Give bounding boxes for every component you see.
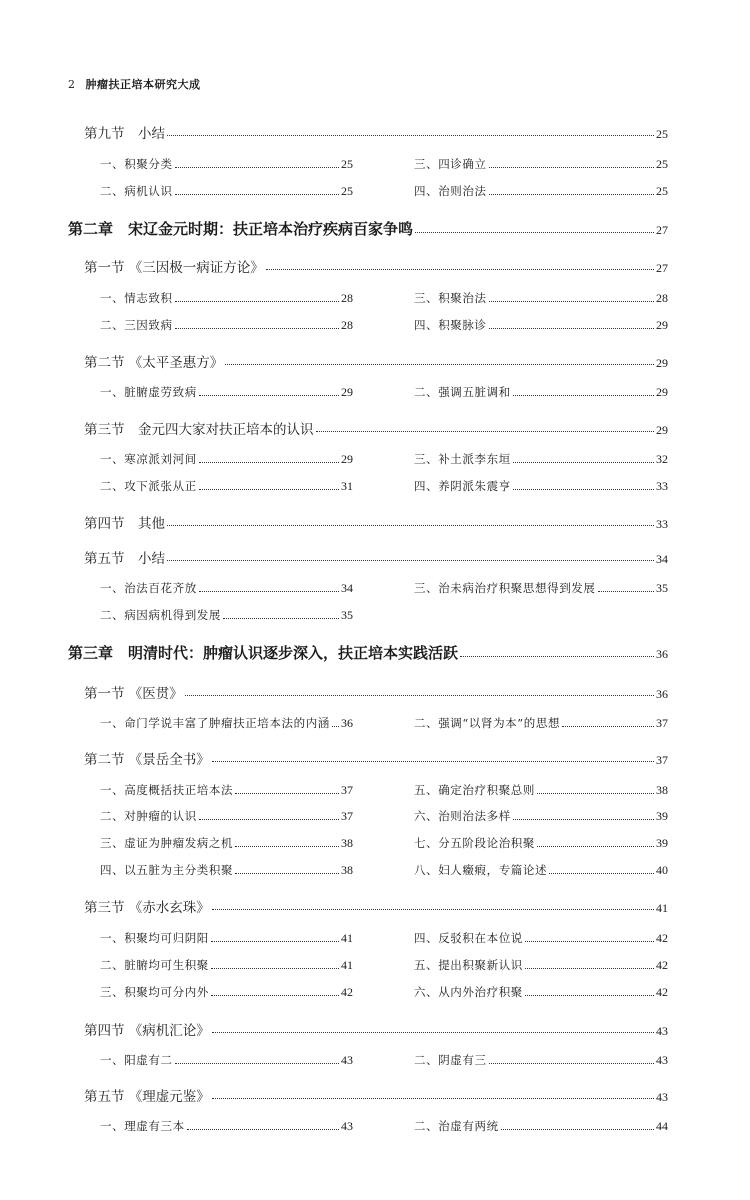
toc-entry-page: 41 [341,958,353,972]
toc-section[interactable] [84,418,668,438]
dot-leader [235,792,339,794]
toc-entry-title: 六、从内外治疗积聚 [414,985,523,999]
toc-entry-page: 37 [656,753,668,767]
dot-leader [525,940,654,942]
toc-subsection[interactable] [100,715,353,731]
toc-entry-title: 第四节 其他 [84,516,165,532]
dot-leader [549,872,654,874]
toc-entry-page: 42 [341,985,353,999]
toc-subsection[interactable] [414,862,668,878]
toc-entry-page: 39 [656,836,668,850]
toc-entry-title: 五、确定治疗积聚总则 [414,783,535,797]
toc-entry-page: 39 [656,809,668,823]
toc-entry-title: 三、积聚均可分内外 [100,985,209,999]
toc-entry-title: 第五节 小结 [84,551,165,567]
toc-entry-title: 一、阳虚有二 [100,1053,173,1067]
toc-subsection[interactable] [414,715,668,731]
dot-leader [513,461,654,463]
toc-entry-title: 三、治未病治疗积聚思想得到发展 [414,581,596,595]
toc-entry-title: 第四节 《病机汇论》 [84,1023,210,1039]
toc-entry-title: 一、寒凉派刘河间 [100,452,197,466]
toc-entry-title: 二、治虚有两统 [414,1119,499,1133]
toc-chapter[interactable] [68,218,668,239]
toc-entry-title: 五、提出积聚新认识 [414,958,523,972]
dot-leader [266,268,654,270]
toc-subsection[interactable] [100,957,353,973]
toc-entry-page: 40 [656,863,668,877]
toc-entry-page: 36 [656,647,668,661]
toc-entry-page: 25 [656,127,668,141]
toc-subsection[interactable] [100,984,353,1000]
toc-subsection[interactable] [414,782,668,798]
toc-subsection[interactable] [414,451,668,467]
toc-entry-title: 三、虚证为肿瘤发病之机 [100,836,234,850]
dot-leader [211,967,339,969]
toc-entry-title: 第五节 《理虚元鉴》 [84,1089,210,1105]
dot-leader [225,363,654,365]
book-title: 肿瘤扶正培本研究大成 [85,78,201,91]
dot-leader [235,845,339,847]
toc-subsection[interactable] [414,183,668,199]
toc-section[interactable] [84,351,668,371]
toc-entry-page: 33 [656,517,668,531]
toc-entry-title: 一、命门学说丰富了肿瘤扶正培本法的内涵 [100,716,330,730]
dot-leader [235,872,339,874]
dot-leader [175,193,339,195]
toc-entry-page: 35 [656,581,668,595]
toc-subsection[interactable] [100,1118,353,1134]
toc-section[interactable] [84,512,668,532]
toc-subsection[interactable] [100,930,353,946]
toc-entry-title: 二、病因病机得到发展 [100,608,221,622]
toc-section[interactable] [84,1085,668,1105]
dot-leader [525,994,654,996]
toc-entry-title: 一、高度概括扶正培本法 [100,783,234,797]
toc-subsection[interactable] [414,478,668,494]
toc-entry-page: 28 [656,291,668,305]
dot-leader [513,488,654,490]
toc-entry-page: 42 [656,985,668,999]
toc-entry-page: 44 [656,1119,668,1133]
toc-subsection[interactable] [100,384,353,400]
toc-entry-title: 二、病机认识 [100,184,173,198]
toc-entry-title: 二、强调五脏调和 [414,385,511,399]
toc-entry-title: 三、四诊确立 [414,157,487,171]
dot-leader [525,967,654,969]
toc-subsection[interactable] [100,782,353,798]
toc-subsection[interactable] [414,930,668,946]
toc-entry-title: 第三章 明清时代：肿瘤认识逐步深入，扶正培本实践活跃 [68,644,459,662]
dot-leader [489,1062,654,1064]
toc-entry-page: 36 [341,716,353,730]
dot-leader [316,430,655,432]
toc-entry-title: 三、积聚治法 [414,291,487,305]
dot-leader [460,655,654,657]
dot-leader [489,166,654,168]
dot-leader [332,725,339,727]
toc-entry-title: 四、积聚脉诊 [414,318,487,332]
dot-leader [537,845,654,847]
toc-entry-page: 41 [341,931,353,945]
toc-entry-page: 29 [341,385,353,399]
dot-leader [187,1128,339,1130]
dot-leader [562,725,654,727]
toc-entry-page: 27 [656,261,668,275]
toc-entry-title: 第三节 《赤水玄珠》 [84,900,210,916]
dot-leader [175,166,339,168]
toc-entry-page: 25 [656,184,668,198]
toc-entry-page: 43 [656,1053,668,1067]
toc-entry-title: 七、分五阶段论治积聚 [414,836,535,850]
toc-entry-page: 37 [341,783,353,797]
page-number: 2 [68,78,76,91]
toc-section[interactable] [84,748,668,768]
dot-leader [175,1062,339,1064]
toc-entry-title: 第九节 小结 [84,126,165,142]
toc-subsection[interactable] [414,984,668,1000]
toc-entry-page: 35 [341,608,353,622]
toc-subsection[interactable] [414,580,668,596]
toc-entry-title: 四、治则治法 [414,184,487,198]
toc-subsection[interactable] [100,607,353,623]
toc-section[interactable] [84,547,668,567]
toc-entry-page: 34 [656,552,668,566]
running-header [68,76,201,92]
dot-leader [212,760,654,762]
toc-entry-title: 第一节 《医贯》 [84,686,183,702]
dot-leader [167,559,654,561]
toc-entry-title: 一、脏腑虚劳致病 [100,385,197,399]
toc-entry-title: 二、脏腑均可生积聚 [100,958,209,972]
toc-subsection[interactable] [414,957,668,973]
dot-leader [501,1128,654,1130]
dot-leader [537,792,654,794]
toc-entry-page: 25 [341,184,353,198]
toc-entry-page: 29 [656,385,668,399]
toc-subsection[interactable] [414,156,668,172]
toc-entry-title: 第二章 宋辽金元时期：扶正培本治疗疾病百家争鸣 [68,220,414,238]
toc-entry-page: 34 [341,581,353,595]
toc-entry-page: 43 [656,1090,668,1104]
toc-entry-page: 41 [656,901,668,915]
toc-section[interactable] [84,256,668,276]
dot-leader [211,994,339,996]
toc-entry-page: 33 [656,479,668,493]
toc-entry-page: 38 [341,863,353,877]
dot-leader [212,1097,654,1099]
toc-entry-title: 第二节 《景岳全书》 [84,752,210,768]
dot-leader [513,818,654,820]
toc-section[interactable] [84,122,668,142]
toc-entry-page: 29 [341,452,353,466]
dot-leader [185,694,654,696]
toc-entry-title: 四、反驳积在本位说 [414,931,523,945]
toc-subsection[interactable] [100,478,353,494]
toc-subsection[interactable] [100,862,353,878]
dot-leader [199,590,339,592]
toc-entry-title: 四、养阴派朱震亨 [414,479,511,493]
dot-leader [199,818,339,820]
toc-entry-title: 八、妇人癥瘕，专篇论述 [414,863,548,877]
toc-entry-title: 二、三因致病 [100,318,173,332]
toc-section[interactable] [84,896,668,916]
toc-entry-title: 一、治法百花齐放 [100,581,197,595]
toc-entry-page: 43 [341,1053,353,1067]
dot-leader [175,300,339,302]
toc-entry-page: 32 [656,452,668,466]
toc-entry-page: 36 [656,687,668,701]
toc-entry-page: 43 [341,1119,353,1133]
toc-subsection[interactable] [414,1052,668,1068]
dot-leader [175,327,339,329]
toc-subsection[interactable] [414,317,668,333]
toc-entry-title: 二、对肿瘤的认识 [100,809,197,823]
toc-entry-page: 37 [341,809,353,823]
toc-entry-page: 28 [341,318,353,332]
dot-leader [598,590,655,592]
dot-leader [167,524,654,526]
toc-chapter[interactable] [68,642,668,663]
toc-entry-page: 43 [656,1024,668,1038]
toc-entry-page: 25 [341,157,353,171]
dot-leader [199,488,339,490]
dot-leader [489,327,654,329]
toc-subsection[interactable] [414,384,668,400]
dot-leader [489,193,654,195]
toc-entry-page: 42 [656,931,668,945]
toc-entry-page: 38 [341,836,353,850]
toc-subsection[interactable] [100,317,353,333]
toc-subsection[interactable] [100,183,353,199]
dot-leader [489,300,654,302]
toc-entry-page: 29 [656,356,668,370]
toc-entry-title: 二、阴虚有三 [414,1053,487,1067]
dot-leader [513,394,654,396]
toc-entry-title: 一、积聚分类 [100,157,173,171]
toc-subsection[interactable] [100,451,353,467]
dot-leader [199,394,339,396]
toc-entry-title: 第二节 《太平圣惠方》 [84,355,224,371]
toc-entry-title: 一、情志致积 [100,291,173,305]
toc-entry-title: 二、强调“以肾为本”的思想 [414,716,561,730]
toc-entry-page: 25 [656,157,668,171]
dot-leader [212,1031,654,1033]
toc-subsection[interactable] [100,1052,353,1068]
toc-entry-page: 29 [656,423,668,437]
dot-leader [223,617,339,619]
toc-subsection[interactable] [100,808,353,824]
dot-leader [167,134,654,136]
toc-subsection[interactable] [414,1118,668,1134]
toc-entry-page: 42 [656,958,668,972]
toc-entry-page: 31 [341,479,353,493]
toc-entry-title: 二、攻下派张从正 [100,479,197,493]
toc-entry-page: 28 [341,291,353,305]
toc-section[interactable] [84,682,668,702]
toc-subsection[interactable] [100,290,353,306]
toc-entry-title: 第一节 《三因极一病证方论》 [84,260,264,276]
toc-entry-page: 37 [656,716,668,730]
toc-entry-title: 一、积聚均可归阴阳 [100,931,209,945]
dot-leader [212,908,654,910]
toc-section[interactable] [84,1019,668,1039]
toc-subsection[interactable] [414,290,668,306]
toc-entry-page: 29 [656,318,668,332]
dot-leader [211,940,339,942]
toc-subsection[interactable] [100,835,353,851]
toc-entry-title: 四、以五脏为主分类积聚 [100,863,234,877]
toc-entry-page: 38 [656,783,668,797]
dot-leader [199,461,339,463]
toc-entry-title: 六、治则治法多样 [414,809,511,823]
toc-subsection[interactable] [414,808,668,824]
toc-subsection[interactable] [100,580,353,596]
toc-entry-title: 三、补土派李东垣 [414,452,511,466]
toc-subsection[interactable] [414,835,668,851]
toc-entry-title: 第三节 金元四大家对扶正培本的认识 [84,422,314,438]
toc-subsection[interactable] [100,156,353,172]
dot-leader [415,231,654,233]
toc-entry-page: 27 [656,223,668,237]
toc-entry-title: 一、理虚有三本 [100,1119,185,1133]
